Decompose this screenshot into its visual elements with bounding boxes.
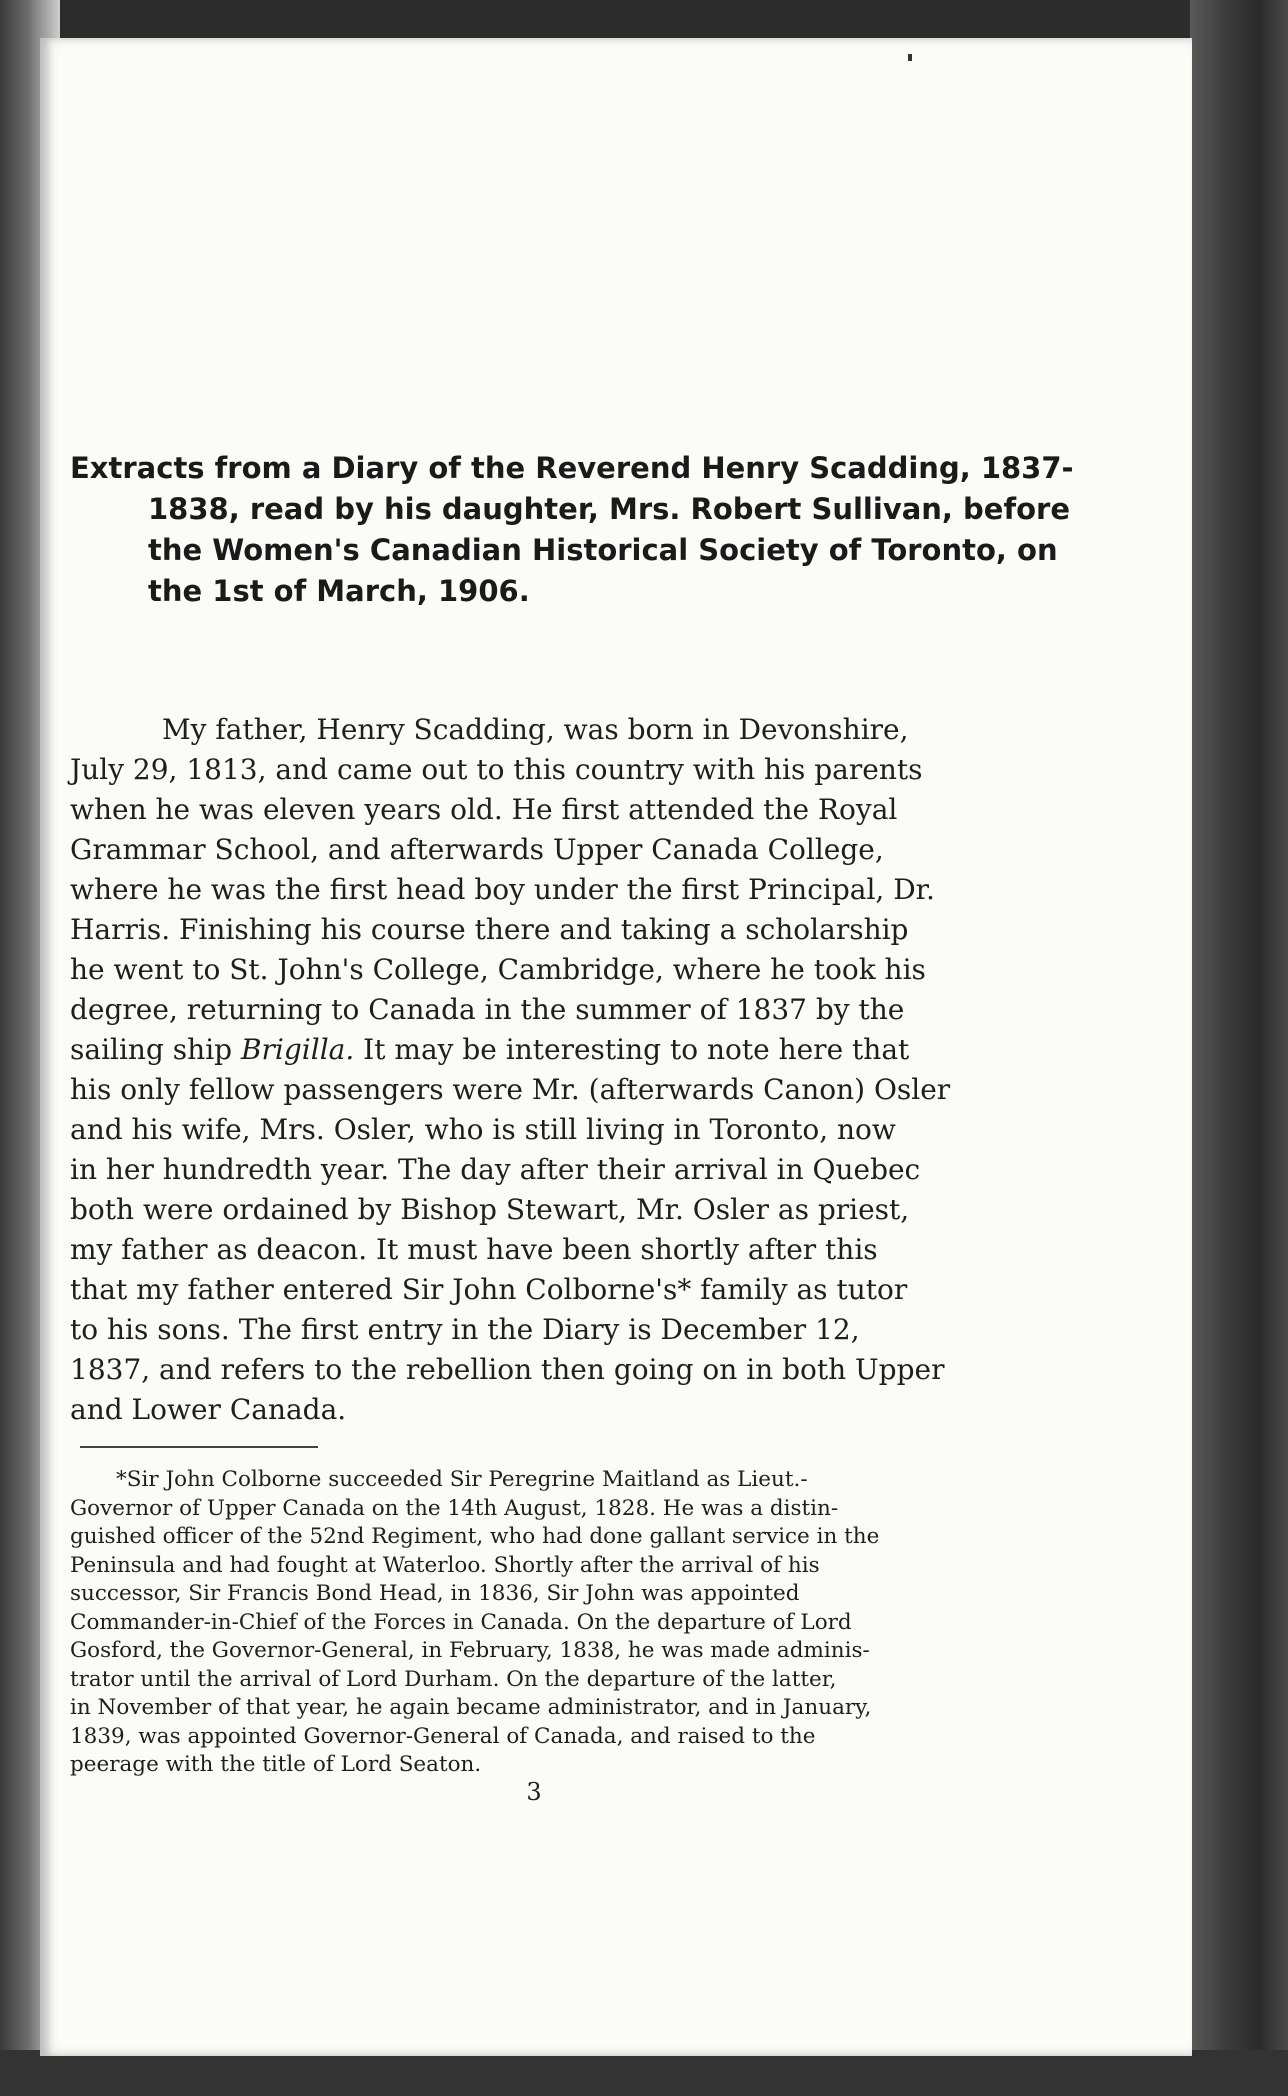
footnote-line: successor, Sir Francis Bond Head, in 1836, Sir John was appointed — [70, 1581, 800, 1606]
document-page — [40, 38, 1192, 2056]
body-paragraph — [70, 710, 1050, 1430]
heading-line: the 1st of March, 1906. — [148, 574, 530, 608]
body-line: Harris. Finishing his course there and taking a scholarship — [70, 913, 909, 946]
footnote-line: peerage with the title of Lord Seaton. — [70, 1752, 482, 1777]
footnote-line: *Sir John Colborne succeeded Sir Peregrine Maitland as Lieut.- — [116, 1467, 808, 1492]
body-line: when he was eleven years old. He first attended the Royal — [70, 793, 898, 826]
page-title — [70, 448, 1110, 612]
body-line: that my father entered Sir John Colborne's* family as tutor — [70, 1273, 908, 1306]
footnote — [70, 1466, 1055, 1780]
body-line: Grammar School, and afterwards Upper Canada College, — [70, 833, 884, 866]
body-line: and his wife, Mrs. Osler, who is still living in Toronto, now — [70, 1113, 896, 1146]
footnote-divider — [80, 1446, 318, 1448]
body-line: my father as deacon. It must have been shortly after this — [70, 1233, 878, 1266]
body-line: in her hundredth year. The day after their arrival in Quebec — [70, 1153, 921, 1186]
body-line: July 29, 1813, and came out to this country with his parents — [70, 753, 923, 786]
body-line: degree, returning to Canada in the summer of 1837 by the — [70, 993, 905, 1026]
footnote-line: Governor of Upper Canada on the 14th August, 1828. He was a distin- — [70, 1495, 839, 1521]
body-line: his only fellow passengers were Mr. (afterwards Canon) Osler — [70, 1073, 951, 1106]
body-line: My father, Henry Scadding, was born in Devonshire, — [162, 713, 909, 746]
footnote-line: Commander-in-Chief of the Forces in Canada. On the departure of Lord — [70, 1609, 852, 1635]
body-line: and Lower Canada. — [70, 1393, 347, 1426]
footnote-line: Peninsula and had fought at Waterloo. Shortly after the arrival of his — [70, 1552, 820, 1578]
body-line: 1837, and refers to the rebellion then going on in both Upper — [70, 1353, 945, 1386]
scan-right-edge — [1190, 0, 1288, 2096]
body-line: both were ordained by Bishop Stewart, Mr. Osler as priest, — [70, 1193, 910, 1226]
body-line: he went to St. John's College, Cambridge, where he took his — [70, 953, 926, 986]
footnote-line: 1839, was appointed Governor-General of Canada, and raised to the — [70, 1723, 816, 1749]
footnote-line: in November of that year, he again became administrator, and in January, — [70, 1695, 872, 1720]
footnote-line: trator until the arrival of Lord Durham. On the departure of the latter, — [70, 1666, 837, 1692]
heading-line: the Women's Canadian Historical Society of Toronto, on — [148, 533, 1058, 567]
page-number: 3 — [526, 1778, 542, 1806]
footnote-line: guished officer of the 52nd Regiment, who had done gallant service in the — [70, 1524, 880, 1549]
heading-line: 1838, read by his daughter, Mrs. Robert Sullivan, before — [148, 492, 1070, 526]
heading-line: Extracts from a Diary of the Reverend Henry Scadding, 1837- — [70, 451, 1074, 485]
footnote-line: Gosford, the Governor-General, in February, 1838, he was made adminis- — [70, 1638, 870, 1663]
scan-speck — [908, 54, 912, 61]
body-line: where he was the first head boy under the first Principal, Dr. — [70, 873, 935, 906]
body-line: to his sons. The first entry in the Diary is December 12, — [70, 1313, 860, 1346]
body-line: sailing ship Brigilla. It may be interesting to note here that — [70, 1033, 910, 1066]
scan-bottom-edge — [0, 2050, 1288, 2096]
